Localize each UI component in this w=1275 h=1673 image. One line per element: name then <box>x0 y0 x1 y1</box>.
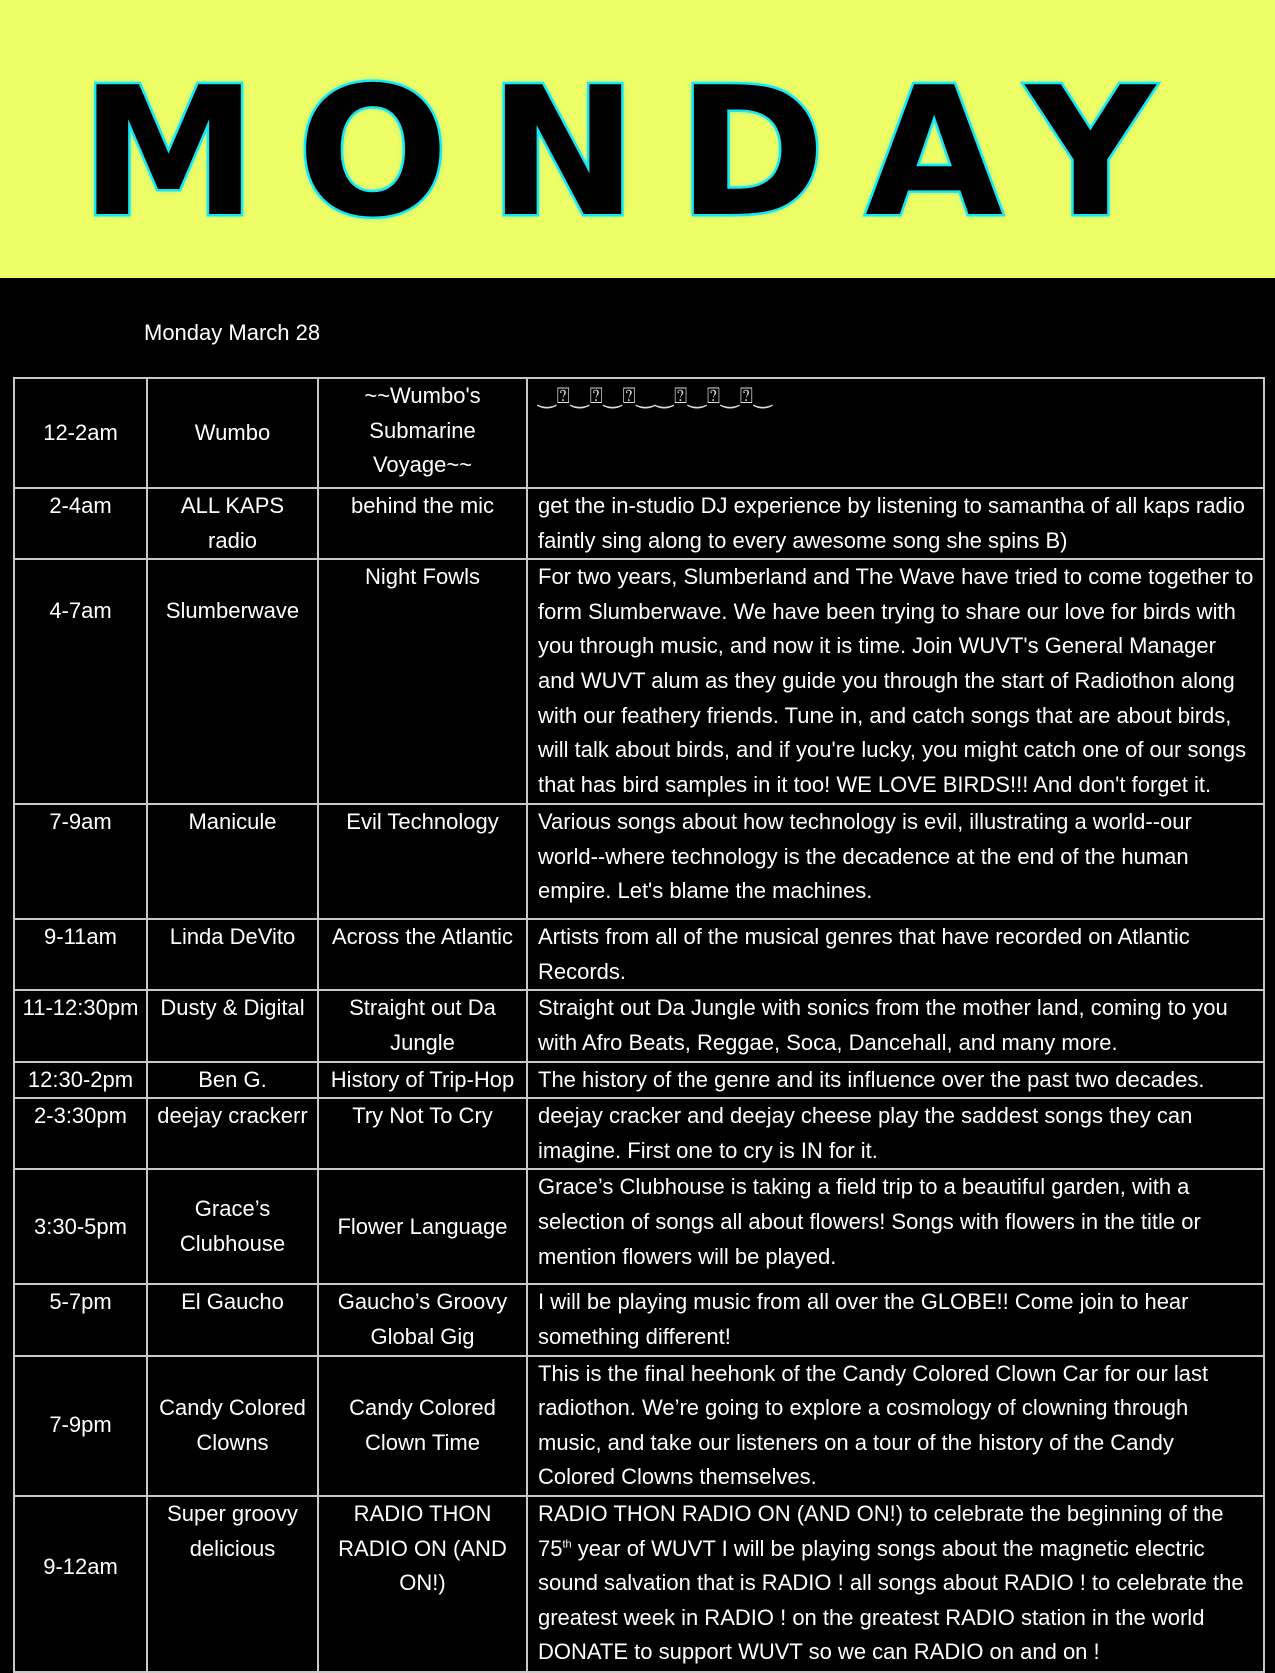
table-row <box>14 1496 1264 1672</box>
time-cell: 12:30-2pm <box>14 1062 147 1099</box>
show-cell: Evil Technology <box>318 804 527 919</box>
description-cell <box>527 378 1264 488</box>
description-cell: Various songs about how technology is evil, illustrating a world--our world--where technology is the decadence at the end of the human empire. Let's blame the machines. <box>527 804 1264 919</box>
time-cell: 7-9am <box>14 804 147 919</box>
dj-cell <box>147 559 318 804</box>
description-cell <box>527 1496 1264 1672</box>
time-cell: 2-4am <box>14 488 147 559</box>
description-cell: Grace’s Clubhouse is taking a field trip to a beautiful garden, with a selection of songs all about flowers! Songs with flowers in the title or mention flowers will be played. <box>527 1169 1264 1284</box>
show-cell: RADIO THON RADIO ON (AND ON!) <box>318 1496 527 1672</box>
time-cell: 9-11am <box>14 919 147 990</box>
description-text-start: RADIO THON RADIO ON (AND ON!) to celebrate the beginning of the 75 <box>538 1500 1224 1561</box>
time-cell: 3:30-5pm <box>14 1169 147 1284</box>
dj-cell: Manicule <box>147 804 318 919</box>
dj-cell: ALL KAPS radio <box>147 488 318 559</box>
schedule-table <box>13 377 1265 1673</box>
table-row <box>14 378 1264 488</box>
table-row <box>14 1062 1264 1099</box>
show-cell: ~~Wumbo's Submarine Voyage~~ <box>318 378 527 488</box>
dj-cell: Linda DeVito <box>147 919 318 990</box>
table-row <box>14 1169 1264 1284</box>
time-cell: 2-3:30pm <box>14 1098 147 1169</box>
table-row <box>14 1356 1264 1496</box>
show-cell: Flower Language <box>318 1169 527 1284</box>
table-row <box>14 919 1264 990</box>
time-cell: 5-7pm <box>14 1284 147 1355</box>
dj-cell: Grace’s Clubhouse <box>147 1169 318 1284</box>
day-title: MONDAY <box>80 49 1195 256</box>
time-cell: 7-9pm <box>14 1356 147 1496</box>
dj-cell: Dusty & Digital <box>147 990 318 1061</box>
show-cell: Across the Atlantic <box>318 919 527 990</box>
description-cell: get the in-studio DJ experience by listening to samantha of all kaps radio faintly sing along to every awesome song she spins B) <box>527 488 1264 559</box>
table-row <box>14 1098 1264 1169</box>
time-cell: 11-12:30pm <box>14 990 147 1061</box>
dj-cell: Candy Colored Clowns <box>147 1356 318 1496</box>
ordinal-suffix: th <box>562 1538 572 1551</box>
time-cell: 12-2am <box>14 378 147 488</box>
description-cell: Artists from all of the musical genres that have recorded on Atlantic Records. <box>527 919 1264 990</box>
time-cell <box>14 559 147 804</box>
schedule-date: Monday March 28 <box>144 320 321 345</box>
table-row <box>14 559 1264 804</box>
show-cell: History of Trip-Hop <box>318 1062 527 1099</box>
wave-emoji-text: ‿⍰‿⍰‿⍰‿‿⍰‿⍰‿⍰‿ <box>538 384 773 409</box>
show-cell: behind the mic <box>318 488 527 559</box>
dj-cell: Super groovy delicious <box>147 1496 318 1672</box>
dj-cell: Ben G. <box>147 1062 318 1099</box>
dj-cell: El Gaucho <box>147 1284 318 1355</box>
description-cell: For two years, Slumberland and The Wave have tried to come together to form Slumberwave. We have been trying to share our love for birds with you through music, and now it is time. Join WUVT's General Manager and WUVT alum as they guide you through the start of Radiothon along with our feathery friends. Tune in, and catch songs that are about birds, will talk about birds, and if you're lucky, you might catch one of our songs that has bird samples in it too! WE LOVE BIRDS!!! And don't forget it. <box>527 559 1264 804</box>
description-cell: Straight out Da Jungle with sonics from the mother land, coming to you with Afro Beats, Reggae, Soca, Dancehall, and many more. <box>527 990 1264 1061</box>
show-cell: Straight out Da Jungle <box>318 990 527 1061</box>
show-cell: Gaucho’s Groovy Global Gig <box>318 1284 527 1355</box>
time-text: 4-7am <box>49 598 112 624</box>
dj-text: Slumberwave <box>165 598 300 624</box>
time-cell <box>14 1496 147 1672</box>
dj-cell: Wumbo <box>147 378 318 488</box>
description-cell: deejay cracker and deejay cheese play the saddest songs they can imagine. First one to cry is IN for it. <box>527 1098 1264 1169</box>
table-row <box>14 804 1264 919</box>
dj-cell: deejay crackerr <box>147 1098 318 1169</box>
show-cell: Try Not To Cry <box>318 1098 527 1169</box>
show-cell: Candy Colored Clown Time <box>318 1356 527 1496</box>
table-row <box>14 1284 1264 1355</box>
show-cell: Night Fowls <box>318 559 527 804</box>
description-text-end: year of WUVT I will be playing songs about the magnetic electric sound salvation that is RADIO ! all songs about RADIO ! to celebrate the greatest week in RADIO ! on the greatest RADIO station in the world DONATE to support WUVT so we can RADIO on and on ! <box>538 1535 1244 1665</box>
table-row <box>14 990 1264 1061</box>
description-cell: I will be playing music from all over the GLOBE!! Come join to hear something different! <box>527 1284 1264 1355</box>
description-cell: This is the final heehonk of the Candy Colored Clown Car for our last radiothon. We’re going to explore a cosmology of clowning through music, and take our listeners on a tour of the history of the Candy Colored Clowns themselves. <box>527 1356 1264 1496</box>
time-text: 9-12am <box>43 1553 118 1579</box>
table-row <box>14 488 1264 559</box>
description-cell: The history of the genre and its influence over the past two decades. <box>527 1062 1264 1099</box>
